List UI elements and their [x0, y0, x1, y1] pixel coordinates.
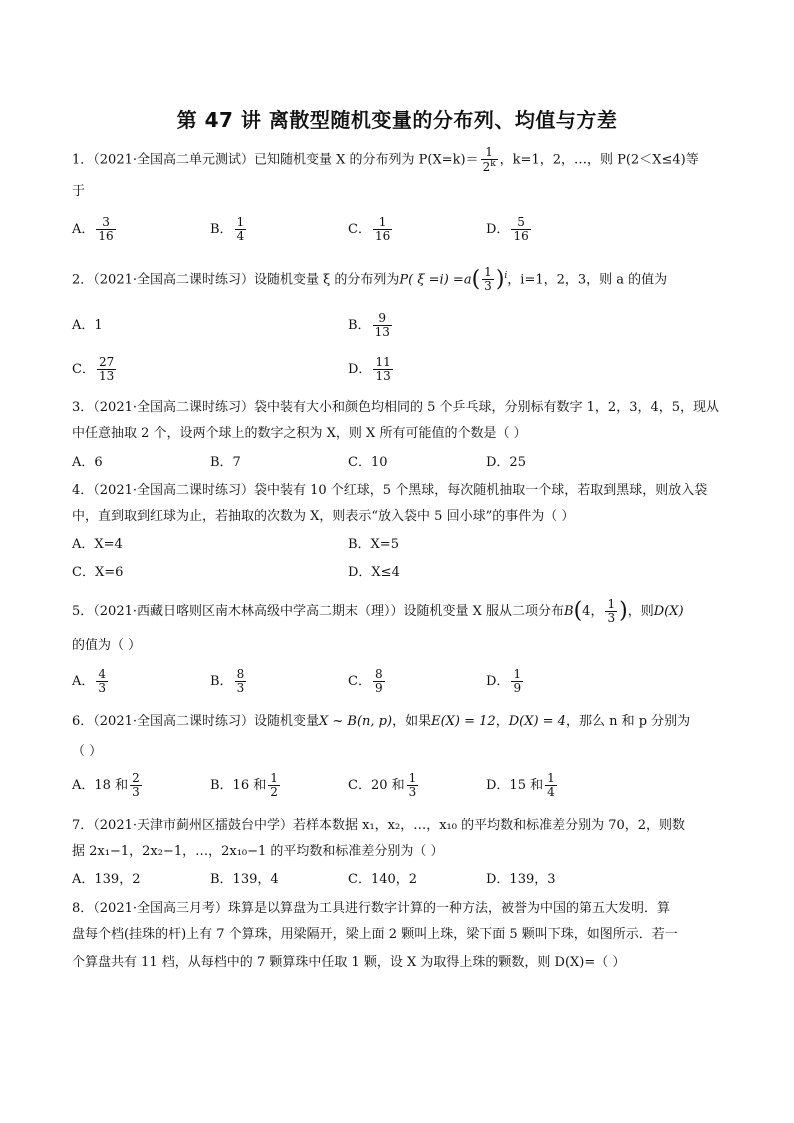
- question-5-line-1: 5．（2021·西藏日喀则区南木林高级中学高二期末（理））设随机变量 X 服从二项分布B(4， $\frac{1}{3}$ )，则D(X): [72, 597, 684, 626]
- question-8-line-3: 个算盘共有 11 档，从每档中的 7 颗算珠中任取 1 颗，设 X 为取得上珠的颗数，则 D(X)=（ ）: [72, 955, 626, 970]
- question-4-option-a: A．X=4: [72, 537, 123, 552]
- question-6-option-c: C．20 和 $\frac{1}{3}$: [348, 771, 417, 800]
- question-6-option-d: D．15 和 $\frac{1}{4}$: [486, 771, 555, 800]
- question-5-option-b: B． $\frac{8}{3}$: [210, 667, 245, 696]
- question-2-option-d: D． $\frac{11}{13}$: [348, 355, 391, 384]
- question-3-option-d: D．25: [486, 455, 526, 470]
- question-1-option-d: D． $\frac{5}{16}$: [486, 215, 529, 244]
- question-6-option-a: A．18 和 $\frac{2}{3}$: [72, 771, 140, 800]
- question-4-line-1: 4．（2021·全国高二课时练习）袋中装有 10 个红球，5 个黑球，每次随机抽取一个球，若取到黑球，则放入袋: [72, 483, 708, 498]
- question-7-option-d: D．139，3: [486, 872, 556, 887]
- question-4-option-b: B．X=5: [348, 537, 399, 552]
- question-3-option-c: C．10: [348, 455, 388, 470]
- page-title: 第 47 讲 离散型随机变量的分布列、均值与方差: [176, 108, 618, 132]
- question-5-option-a: A． $\frac{4}{3}$: [72, 667, 107, 696]
- question-6-option-b: B．16 和 $\frac{1}{2}$: [210, 771, 278, 800]
- question-7-line-1: 7．（2021·天津市蓟州区擂鼓台中学）若样本数据 x₁，x₂，…，x₁₀ 的平均数和标准差分别为 70，2，则数: [72, 818, 686, 833]
- question-7-option-a: A．139，2: [72, 872, 141, 887]
- question-1-option-c: C． $\frac{1}{16}$: [348, 215, 391, 244]
- question-8-line-1: 8．（2021·全国高三月考）珠算是以算盘为工具进行数字计算的一种方法，被誉为中国的第五大发明．算: [72, 901, 670, 916]
- question-8-line-2: 盘每个档(挂珠的杆)上有 7 个算珠，用梁隔开，梁上面 2 颗叫上珠，梁下面 5 颗叫下珠，如图所示．若一: [72, 927, 678, 942]
- question-6-line-1: 6．（2021·全国高二课时练习）设随机变量X ~ B(n, p)，如果E(X) = 12，D(X) = 4，那么 n 和 p 分别为: [72, 714, 691, 729]
- question-3-line-1: 3．（2021·全国高二课时练习）袋中装有大小和颜色均相同的 5 个乒乓球，分别标有数字 1，2，3，4，5，现从: [72, 400, 720, 415]
- question-6-line-2: （ ）: [72, 744, 103, 759]
- question-4-option-d: D．X≤4: [348, 565, 400, 580]
- question-3-option-b: B．7: [210, 455, 241, 470]
- question-4-line-2: 中，直到取到红球为止，若抽取的次数为 X，则表示“放入袋中 5 回小球”的事件为（ ）: [72, 509, 575, 524]
- question-1-line-2: 于: [72, 184, 86, 199]
- question-7-line-2: 据 2x₁−1，2x₂−1，…，2x₁₀−1 的平均数和标准差分别为（ ）: [72, 844, 444, 859]
- question-1-option-a: A． $\frac{3}{16}$: [72, 215, 114, 244]
- question-5-option-c: C． $\frac{8}{9}$: [348, 667, 383, 696]
- question-1-line-1: 1．（2021·全国高二单元测试）已知随机变量 X 的分布列为 P(X=k)＝ $\frac{1}{2^k}$ ，k=1，2，…，则 P(2＜X≤4)等: [72, 145, 699, 175]
- question-2-option-b: B． $\frac{9}{13}$: [348, 311, 390, 340]
- fraction: $\frac{1}{2^k}$: [482, 145, 496, 175]
- question-7-option-b: B．139，4: [210, 872, 279, 887]
- question-3-option-a: A．6: [72, 455, 103, 470]
- question-7-option-c: C．140，2: [348, 872, 418, 887]
- question-5-line-2: 的值为（ ）: [72, 638, 142, 653]
- question-2-line-1: 2．（2021·全国高二课时练习）设随机变量 ξ 的分布列为P( ξ =i) =a( $\frac{1}{3}$ )$^i$，i=1，2，3，则 a 的值为: [72, 265, 668, 294]
- question-3-line-2: 中任意抽取 2 个，设两个球上的数字之积为 X，则 X 所有可能值的个数是（ ）: [72, 426, 527, 441]
- question-4-option-c: C．X=6: [72, 565, 124, 580]
- question-2-option-a: A．1: [72, 318, 103, 333]
- question-2-option-c: C． $\frac{27}{13}$: [72, 355, 115, 384]
- question-5-option-d: D． $\frac{1}{9}$: [486, 667, 522, 696]
- question-1-option-b: B． $\frac{1}{4}$: [210, 215, 245, 244]
